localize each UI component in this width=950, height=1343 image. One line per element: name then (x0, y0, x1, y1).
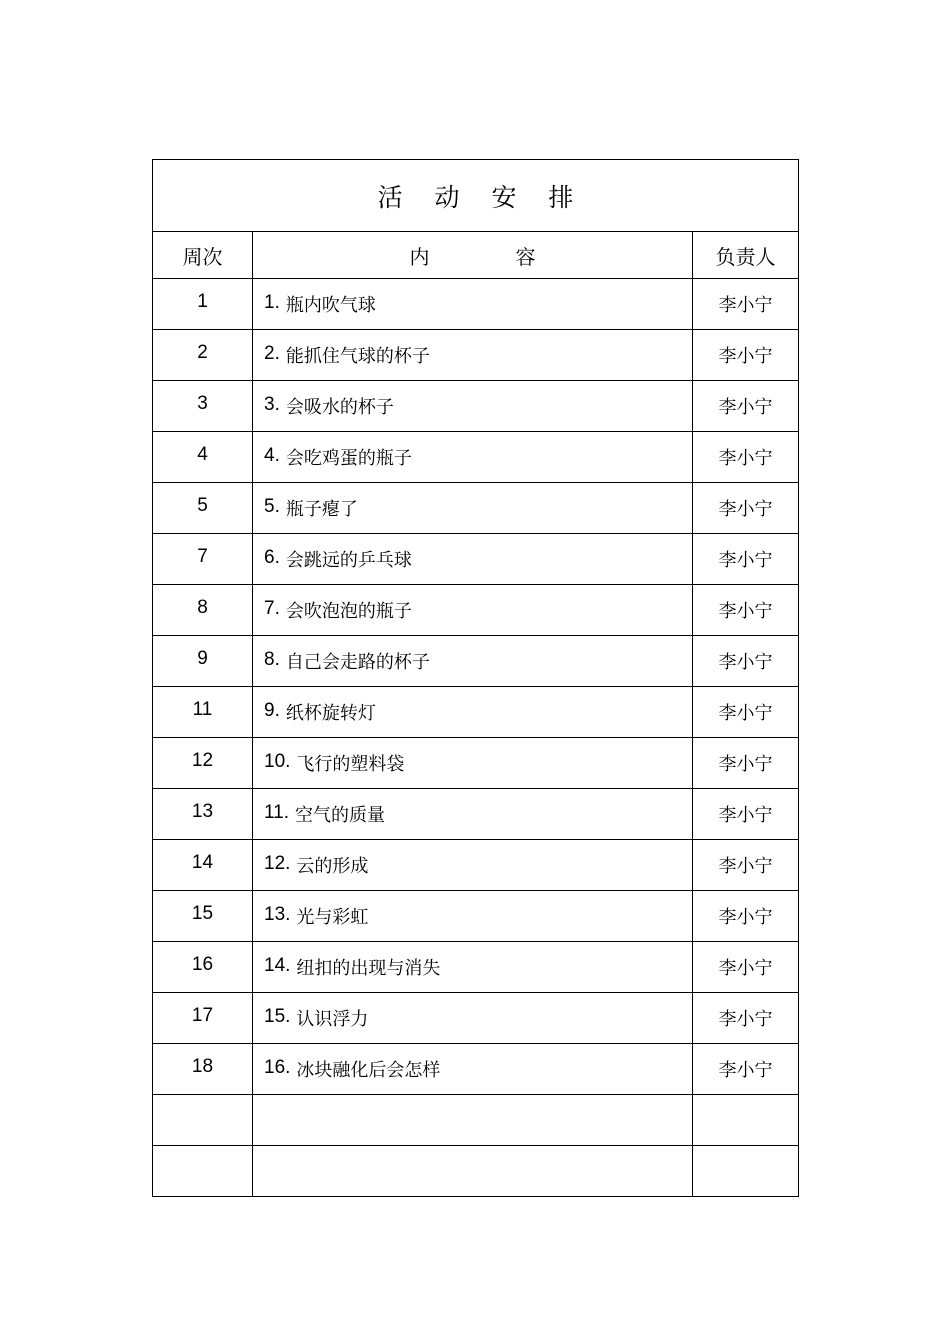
item-text: 会跳远的乒乓球 (285, 550, 412, 571)
header-week: 周次 (153, 232, 253, 279)
table-row (153, 840, 799, 891)
week-cell (153, 1095, 253, 1146)
person-cell: 李小宁 (693, 942, 799, 993)
week-cell: 16 (153, 942, 253, 993)
table-row (153, 432, 799, 483)
item-number: 11. (264, 802, 290, 823)
person-cell: 李小宁 (693, 636, 799, 687)
content-cell (253, 636, 693, 687)
table-row (153, 1095, 799, 1146)
item-number: 8. (264, 649, 280, 670)
week-cell: 13 (153, 789, 253, 840)
content-cell (253, 432, 693, 483)
week-cell: 1 (153, 279, 253, 330)
title-row (153, 160, 799, 232)
person-cell: 李小宁 (693, 483, 799, 534)
content-cell (253, 330, 693, 381)
table-row (153, 942, 799, 993)
item-number: 10. (264, 751, 291, 772)
week-cell: 17 (153, 993, 253, 1044)
person-cell: 李小宁 (693, 738, 799, 789)
person-cell: 李小宁 (693, 1044, 799, 1095)
header-content-right: 容 (515, 244, 536, 269)
table-row (153, 585, 799, 636)
item-number: 16. (264, 1057, 291, 1078)
item-number: 6. (264, 547, 280, 568)
item-text: 瓶子瘪了 (285, 499, 358, 520)
week-cell: 7 (153, 534, 253, 585)
content-cell (253, 1146, 693, 1197)
table-row (153, 279, 799, 330)
person-cell: 李小宁 (693, 330, 799, 381)
content-cell (253, 585, 693, 636)
content-cell (253, 993, 693, 1044)
table-row (153, 636, 799, 687)
item-number: 2. (264, 343, 280, 364)
table-row (153, 738, 799, 789)
header-content (253, 232, 693, 279)
week-cell: 18 (153, 1044, 253, 1095)
table-row (153, 381, 799, 432)
item-number: 4. (264, 445, 280, 466)
item-number: 14. (264, 955, 291, 976)
content-cell (253, 381, 693, 432)
item-number: 13. (264, 904, 291, 925)
table-row (153, 534, 799, 585)
week-cell: 8 (153, 585, 253, 636)
item-number: 5. (264, 496, 280, 517)
item-text: 能抓住气球的杯子 (285, 346, 430, 367)
content-cell (253, 1095, 693, 1146)
week-cell: 4 (153, 432, 253, 483)
content-cell (253, 687, 693, 738)
content-cell (253, 279, 693, 330)
person-cell: 李小宁 (693, 432, 799, 483)
item-text: 认识浮力 (296, 1009, 369, 1030)
item-number: 15. (264, 1006, 291, 1027)
person-cell: 李小宁 (693, 789, 799, 840)
table-row (153, 483, 799, 534)
person-cell: 李小宁 (693, 891, 799, 942)
table-row (153, 1146, 799, 1197)
item-text: 冰块融化后会怎样 (296, 1060, 441, 1081)
item-text: 空气的质量 (295, 805, 386, 826)
header-person: 负责人 (693, 232, 799, 279)
person-cell: 李小宁 (693, 381, 799, 432)
item-number: 12. (264, 853, 291, 874)
table-row (153, 687, 799, 738)
person-cell: 李小宁 (693, 585, 799, 636)
header-content-left: 内 (409, 244, 430, 269)
person-cell (693, 1095, 799, 1146)
content-cell (253, 840, 693, 891)
table-row (153, 330, 799, 381)
person-cell: 李小宁 (693, 534, 799, 585)
item-text: 自己会走路的杯子 (285, 652, 430, 673)
item-number: 9. (264, 700, 280, 721)
week-cell: 9 (153, 636, 253, 687)
person-cell: 李小宁 (693, 993, 799, 1044)
week-cell: 12 (153, 738, 253, 789)
week-cell: 3 (153, 381, 253, 432)
week-cell (153, 1146, 253, 1197)
week-cell: 14 (153, 840, 253, 891)
week-cell: 5 (153, 483, 253, 534)
person-cell: 李小宁 (693, 840, 799, 891)
item-text: 光与彩虹 (296, 907, 369, 928)
item-text: 纽扣的出现与消失 (296, 958, 441, 979)
content-cell (253, 789, 693, 840)
week-cell: 15 (153, 891, 253, 942)
table-row (153, 789, 799, 840)
content-cell (253, 891, 693, 942)
content-cell (253, 1044, 693, 1095)
table-row (153, 891, 799, 942)
person-cell (693, 1146, 799, 1197)
table-row (153, 1044, 799, 1095)
item-text: 纸杯旋转灯 (285, 703, 376, 724)
item-text: 瓶内吹气球 (285, 295, 376, 316)
activity-schedule-table (152, 159, 799, 1197)
header-row (153, 232, 799, 279)
item-number: 3. (264, 394, 280, 415)
item-text: 云的形成 (296, 856, 369, 877)
content-cell (253, 483, 693, 534)
item-text: 飞行的塑料袋 (296, 754, 405, 775)
schedule-body (153, 160, 799, 1197)
item-number: 1. (264, 292, 280, 313)
content-cell (253, 534, 693, 585)
week-cell: 11 (153, 687, 253, 738)
item-text: 会吸水的杯子 (285, 397, 394, 418)
item-text: 会吹泡泡的瓶子 (285, 601, 412, 622)
table-row (153, 993, 799, 1044)
item-text: 会吃鸡蛋的瓶子 (285, 448, 412, 469)
person-cell: 李小宁 (693, 279, 799, 330)
item-number: 7. (264, 598, 280, 619)
table-title: 活 动 安 排 (153, 160, 799, 232)
person-cell: 李小宁 (693, 687, 799, 738)
content-cell (253, 942, 693, 993)
week-cell: 2 (153, 330, 253, 381)
content-cell (253, 738, 693, 789)
